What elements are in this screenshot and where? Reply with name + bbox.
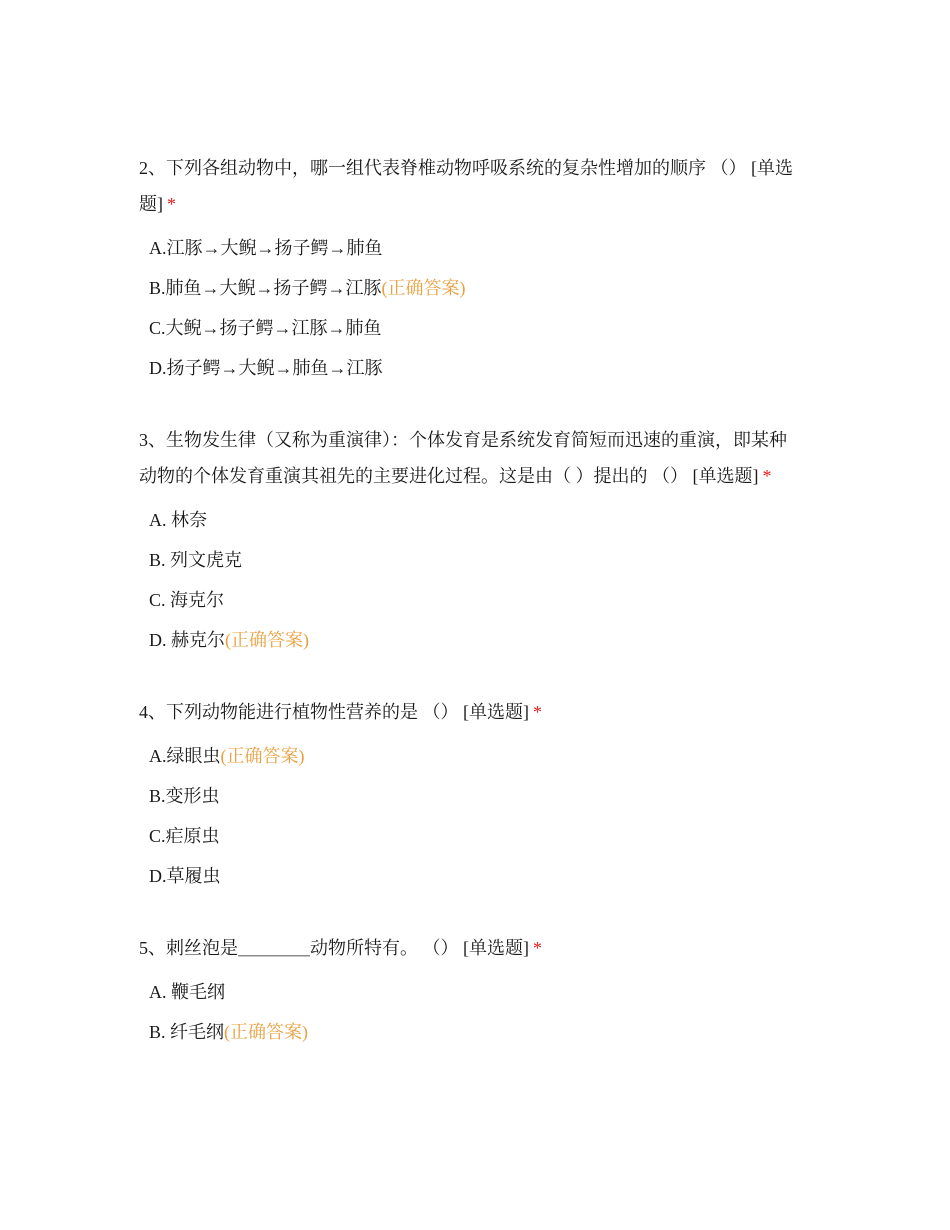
correct-answer-tag: (正确答案)	[381, 278, 466, 298]
option-d[interactable]	[149, 620, 804, 660]
option-c[interactable]	[149, 308, 804, 348]
correct-answer-tag: (正确答案)	[225, 630, 309, 650]
option-text: A. 林奈	[149, 510, 207, 530]
option-c[interactable]	[149, 816, 804, 856]
question-list	[139, 150, 804, 1086]
option-text: B. 列文虎克	[149, 550, 243, 570]
option-text: C. 海克尔	[149, 590, 225, 610]
question-5	[139, 930, 804, 1052]
option-b[interactable]	[149, 540, 804, 580]
option-text: B. 纤毛纲	[149, 1022, 225, 1042]
question-title	[139, 694, 804, 730]
option-text: B.变形虫	[149, 786, 220, 806]
question-text: 5、刺丝泡是＿＿＿＿动物所特有。 （） [单选题]	[139, 938, 529, 958]
option-b[interactable]	[149, 1012, 804, 1052]
option-b[interactable]	[149, 268, 804, 308]
option-text: A. 鞭毛纲	[149, 982, 225, 1002]
option-text: D.扬子鳄→大鲵→肺鱼→江豚	[149, 358, 383, 378]
option-text: D. 赫克尔	[149, 630, 225, 650]
option-list	[149, 972, 804, 1052]
required-mark: *	[167, 194, 176, 214]
question-2	[139, 150, 804, 388]
required-mark: *	[533, 938, 542, 958]
option-a[interactable]	[149, 228, 804, 268]
question-text: 3、生物发生律（又称为重演律）：个体发育是系统发育简短而迅速的重演，即某种动物的个体发育重演其祖先的主要进化过程。这是由（ ）提出的 （） [单选题]	[139, 430, 787, 486]
question-title	[139, 422, 804, 494]
correct-answer-tag: (正确答案)	[220, 746, 305, 766]
option-text: A.江豚→大鲵→扬子鳄→肺鱼	[149, 238, 383, 258]
required-mark: *	[762, 466, 772, 486]
question-3	[139, 422, 804, 660]
option-a[interactable]	[149, 500, 804, 540]
option-text: B.肺鱼→大鲵→扬子鳄→江豚	[149, 278, 382, 298]
question-text: 2、下列各组动物中，哪一组代表脊椎动物呼吸系统的复杂性增加的顺序 （） [单选题]	[139, 158, 793, 214]
option-d[interactable]	[149, 856, 804, 896]
question-title	[139, 930, 804, 966]
option-text: A.绿眼虫	[149, 746, 221, 766]
option-text: D.草履虫	[149, 866, 221, 886]
option-b[interactable]	[149, 776, 804, 816]
correct-answer-tag: (正确答案)	[224, 1022, 309, 1042]
option-text: C.疟原虫	[149, 826, 220, 846]
option-a[interactable]	[149, 736, 804, 776]
question-4	[139, 694, 804, 896]
option-list	[149, 500, 804, 660]
option-list	[149, 736, 804, 896]
question-text: 4、下列动物能进行植物性营养的是 （） [单选题]	[139, 702, 529, 722]
question-title	[139, 150, 804, 222]
option-d[interactable]	[149, 348, 804, 388]
option-c[interactable]	[149, 580, 804, 620]
required-mark: *	[533, 702, 542, 722]
option-a[interactable]	[149, 972, 804, 1012]
option-list	[149, 228, 804, 388]
option-text: C.大鲵→扬子鳄→江豚→肺鱼	[149, 318, 382, 338]
